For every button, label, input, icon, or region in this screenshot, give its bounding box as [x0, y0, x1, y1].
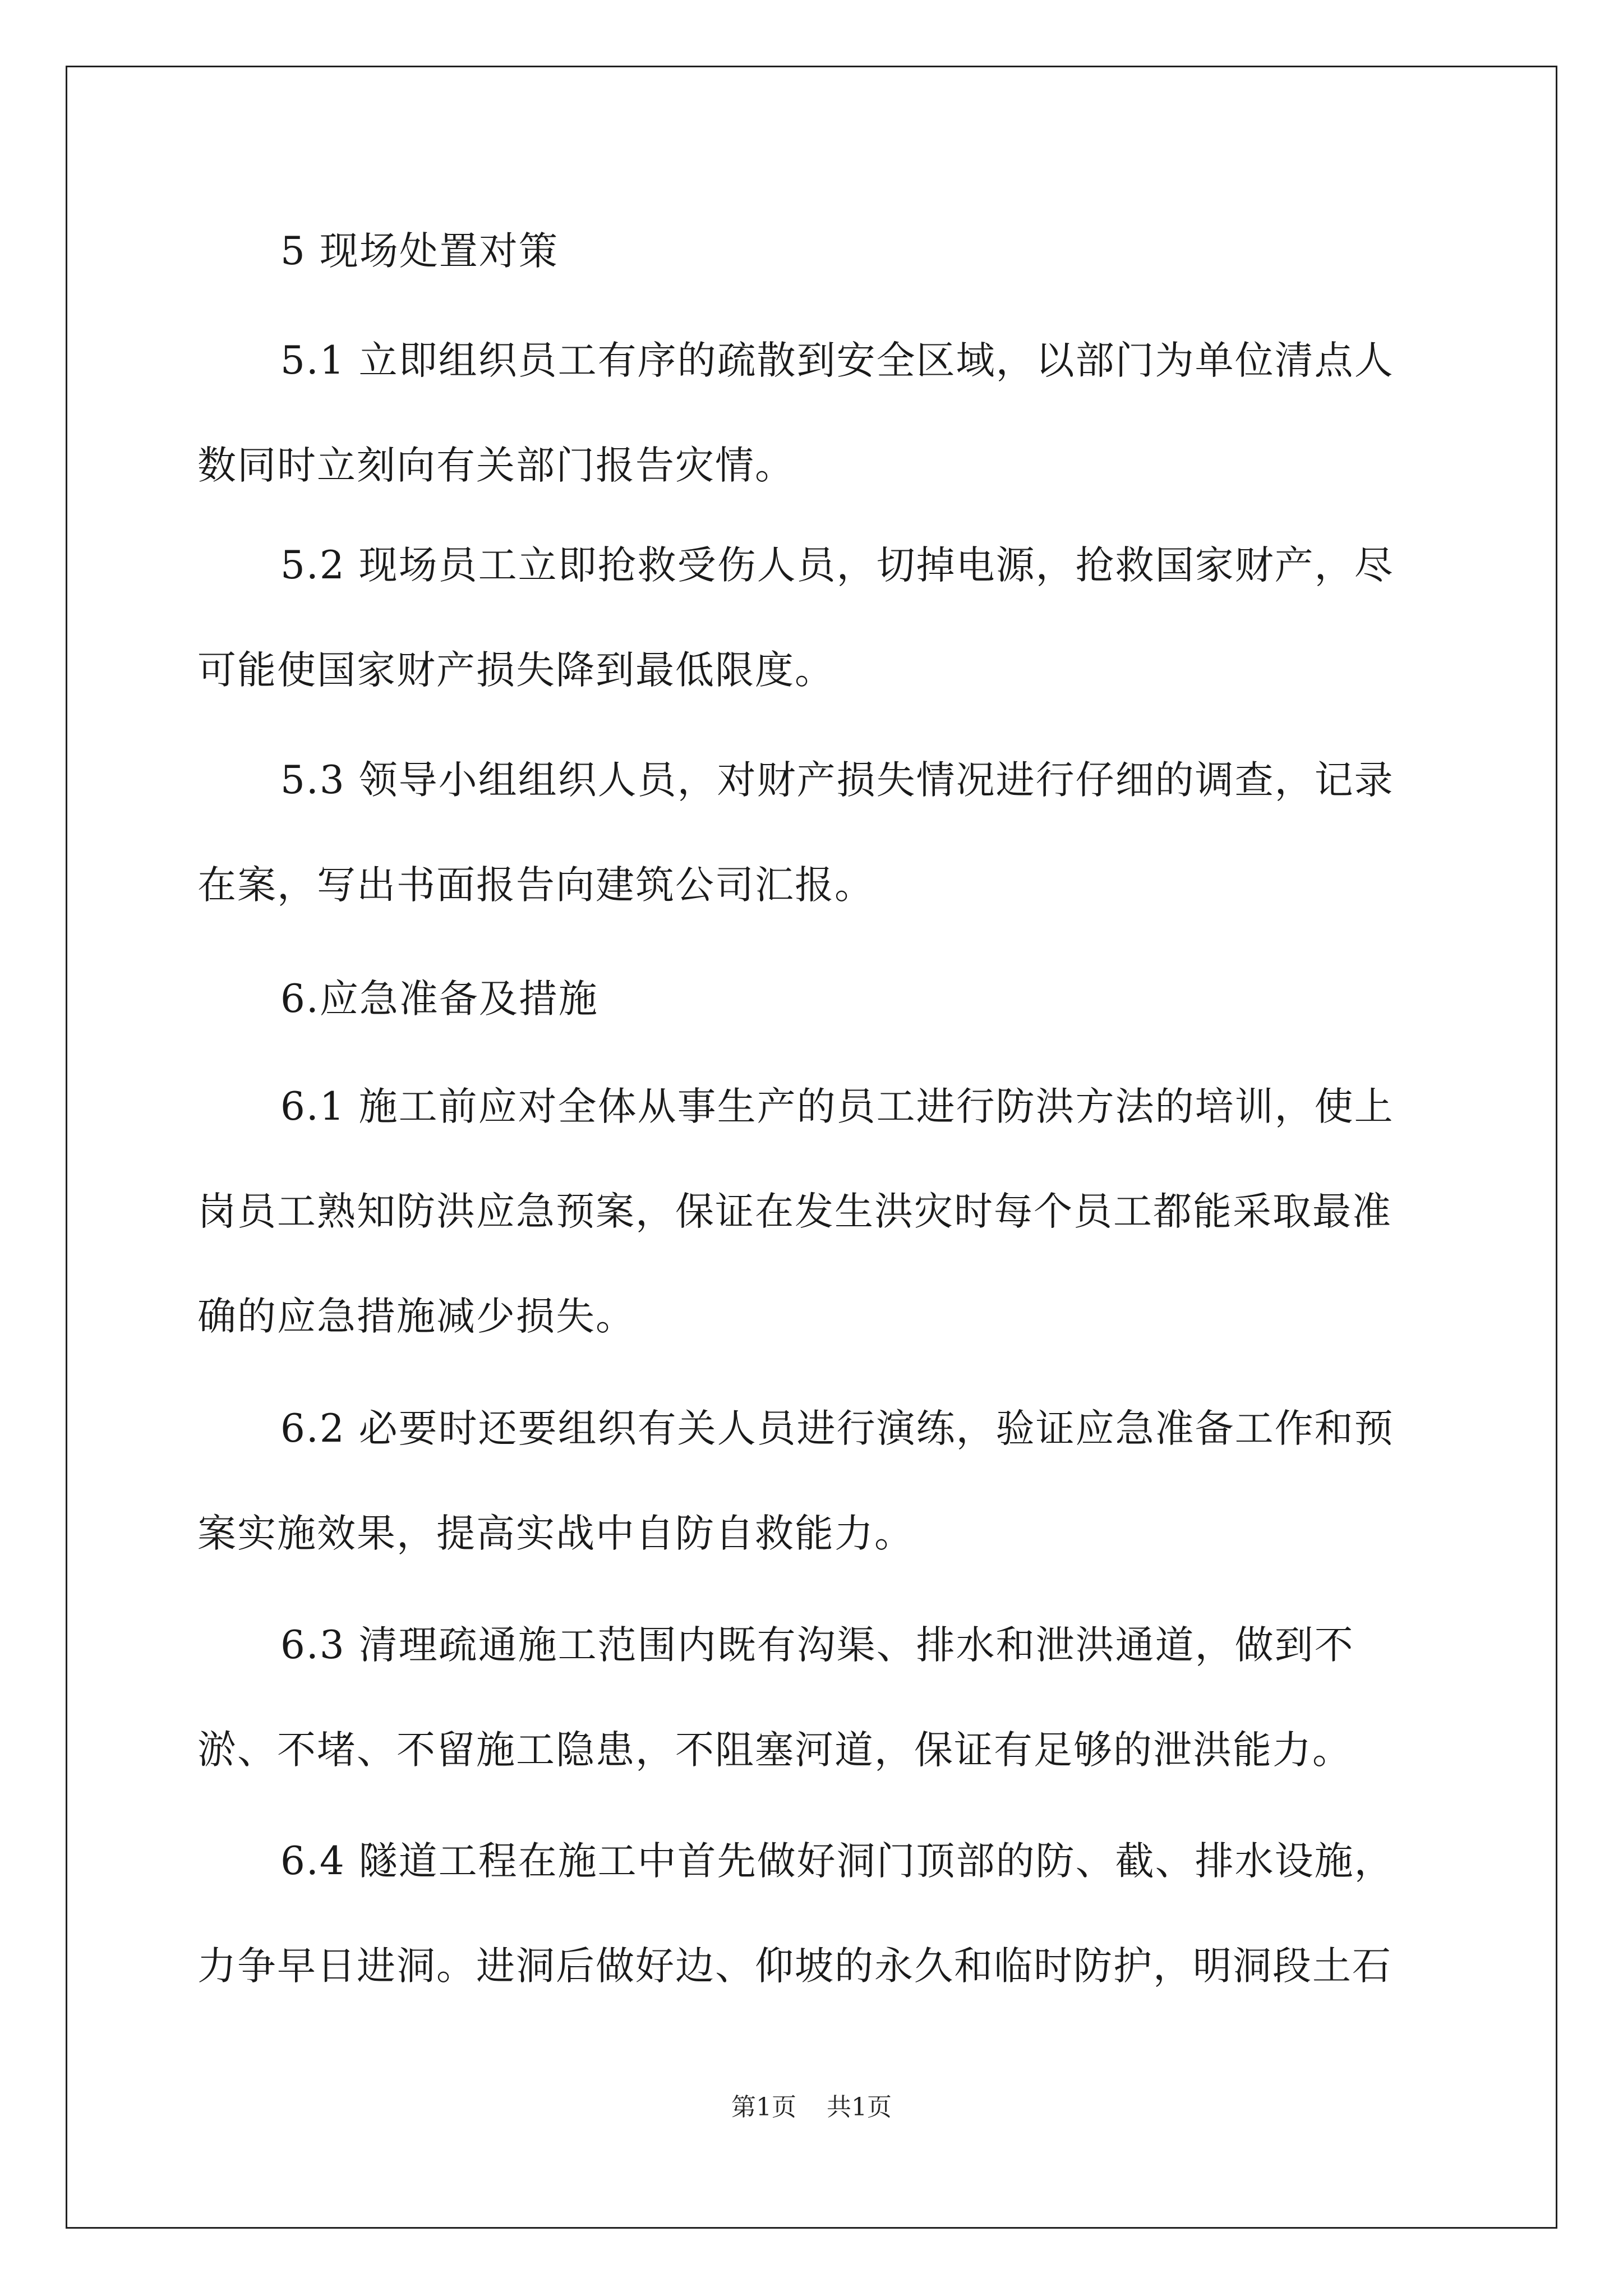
paragraph-6-3: 6.3 清理疏通施工范围内既有沟渠、排水和泄洪通道，做到不淤、不堵、不留施工隐患，不阻塞河道，保证有足够的泄洪能力。 [197, 1623, 1354, 1773]
paragraph-5-2: 5.2 现场员工立即抢救受伤人员，切掉电源，抢救国家财产，尽可能使国家财产损失降到最低限度。 [197, 543, 1394, 693]
page-footer [0, 2087, 1623, 2123]
paragraph-6-4: 6.4 隧道工程在施工中首先做好洞门顶部的防、截、排水设施，力争早日进洞。进洞后做好边、仰坡的永久和临时防护，明洞段土石 [197, 1839, 1394, 1989]
page-total: 共1页 [827, 2093, 892, 2122]
paragraph-6-1: 6.1 施工前应对全体从事生产的员工进行防洪方法的培训，使上岗员工熟知防洪应急预案，保证在发生洪灾时每个员工都能采取最准确的应急措施减少损失。 [197, 1084, 1394, 1339]
section-heading-6: 6.应急准备及措施 [280, 977, 598, 1022]
paragraph-5-3: 5.3 领导小组组织人员，对财产损失情况进行仔细的调查，记录在案，写出书面报告向建筑公司汇报。 [197, 758, 1394, 908]
section-heading-5: 5 现场处置对策 [280, 229, 559, 274]
paragraph-6-2: 6.2 必要时还要组织有关人员进行演练，验证应急准备工作和预案实施效果，提高实战中自防自救能力。 [197, 1406, 1394, 1556]
page-number: 第1页 [731, 2093, 796, 2122]
paragraph-5-1: 5.1 立即组织员工有序的疏散到安全区域，以部门为单位清点人数同时立刻向有关部门报告灾情。 [197, 338, 1394, 488]
